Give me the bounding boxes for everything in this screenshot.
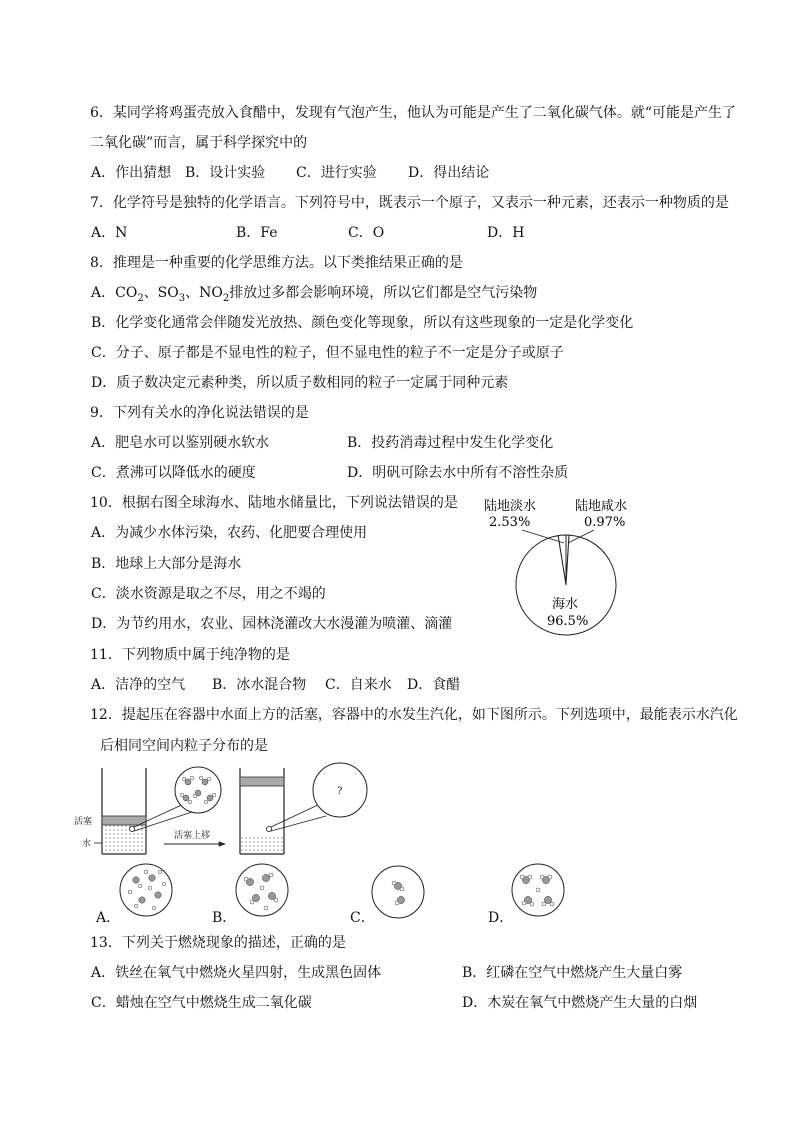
- q7-option-b: B．Fe: [236, 225, 278, 241]
- q13-option-d: D．木炭在氧气中燃烧产生大量的白烟: [462, 995, 698, 1011]
- q7-option-d: D．H: [487, 225, 525, 241]
- q10-option-a: A．为减少水体污染，农药、化肥要合理使用: [91, 525, 368, 541]
- q8-option-b: B．化学变化通常会伴随发光放热、颜色变化等现象，所以有这些现象的一定是化学变化: [91, 315, 634, 331]
- q8-option-c: C．分子、原子都是不显电性的粒子，但不显电性的粒子不一定是分子或原子: [91, 345, 564, 361]
- q11-option-a: A．洁净的空气: [91, 677, 186, 693]
- q6-option-d: D．得出结论: [408, 165, 490, 181]
- q9-option-a: A．肥皂水可以鉴别硬水软水: [91, 435, 270, 451]
- pie-value-fresh-water: 2.53%: [489, 515, 531, 530]
- q6-option-b: B．设计实验: [185, 165, 266, 181]
- q6-stem-line2: 二氧化碳”而言，属于科学探究中的: [90, 135, 308, 151]
- q8-option-d: D．质子数决定元素种类，所以质子数相同的粒子一定属于同种元素: [91, 375, 509, 391]
- q12-option-c-label: C．: [350, 910, 375, 926]
- q10-option-b: B．地球上大部分是海水: [91, 556, 242, 572]
- pie-value-salt-water: 0.97%: [584, 515, 626, 530]
- pie-label-sea-water: 海水: [552, 597, 579, 612]
- pie-label-salt-water: 陆地咸水: [575, 499, 628, 514]
- label-piston: 活塞: [74, 817, 93, 827]
- q11-option-c: C．自来水: [325, 677, 392, 693]
- q9-stem: 9．下列有关水的净化说法错误的是: [90, 405, 309, 421]
- q13-option-b: B．红磷在空气中燃烧产生大量白雾: [462, 965, 683, 981]
- q13-stem: 13．下列关于燃烧现象的描述，正确的是: [90, 935, 346, 951]
- pie-value-sea-water: 96.5%: [547, 614, 589, 629]
- vaporization-diagram: [74, 760, 600, 925]
- q6-option-c: C．进行实验: [296, 165, 377, 181]
- question-mark: ?: [337, 786, 343, 797]
- q11-option-b: B．冰水混合物: [212, 677, 307, 693]
- q13-option-c: C．蜡烛在空气中燃烧生成二氧化碳: [91, 995, 312, 1011]
- piston-before: [102, 816, 146, 825]
- label-piston-up: 活塞上移: [174, 831, 211, 841]
- container-after: [240, 763, 367, 854]
- q8-stem: 8．推理是一种重要的化学思维方法。以下类推结果正确的是: [90, 255, 463, 271]
- q7-stem: 7．化学符号是独特的化学语言。下列符号中，既表示一个原子，又表示一种元素，还表示一种物质的是: [90, 195, 729, 211]
- q13-option-a: A．铁丝在氧气中燃烧火星四射，生成黑色固体: [91, 965, 382, 981]
- label-water: 水: [82, 839, 92, 849]
- water-after: [240, 835, 284, 854]
- q11-option-d: D．食醋: [407, 677, 461, 693]
- option-a-circle: [120, 864, 172, 916]
- q9-option-d: D．明矾可除去水中所有不溶性杂质: [347, 465, 569, 481]
- q12-option-d-label: D．: [488, 910, 514, 926]
- q8-option-a: A．$CO_2$、$SO_3$、$NO_2$排放过多都会影响环境，所以它们都是空气污染物: [91, 285, 538, 304]
- q6-option-a: A．作出猜想: [91, 165, 172, 181]
- q12-option-b-label: B．: [212, 910, 237, 926]
- q10-stem: 10．根据右图全球海水、陆地水储量比，下列说法错误的是: [90, 495, 458, 511]
- q10-option-c: C．淡水资源是取之不尽，用之不竭的: [91, 586, 326, 602]
- option-b-circle: [236, 864, 288, 916]
- q9-option-b: B．投药消毒过程中发生化学变化: [347, 435, 554, 451]
- q11-stem: 11．下列物质中属于纯净物的是: [90, 647, 290, 663]
- q7-option-c: C．O: [348, 225, 385, 241]
- q6-stem-line1: 6．某同学将鸡蛋壳放入食醋中，发现有气泡产生，他认为可能是产生了二氧化碳气体。就“可能是产生了: [90, 105, 737, 121]
- q9-option-c: C．煮沸可以降低水的硬度: [91, 465, 256, 481]
- option-c-circle: [372, 866, 424, 918]
- option-d-circle: [512, 864, 564, 916]
- q12-stem-line2: 后相同空间内粒子分布的是: [100, 738, 268, 754]
- piston-after: [240, 777, 284, 786]
- water-reserve-pie-chart: [470, 490, 650, 640]
- q10-option-d: D．为节约用水，农业、园林浇灌改大水漫灌为喷灌、滴灌: [91, 616, 453, 632]
- pie-label-fresh-water: 陆地淡水: [484, 499, 537, 514]
- q7-option-a: A．N: [91, 225, 128, 241]
- q12-option-a-label: A．: [96, 910, 121, 926]
- q12-stem-line1: 12．提起压在容器中水面上方的活塞，容器中的水发生汽化，如下图所示。下列选项中，最能表示水汽化: [90, 707, 738, 723]
